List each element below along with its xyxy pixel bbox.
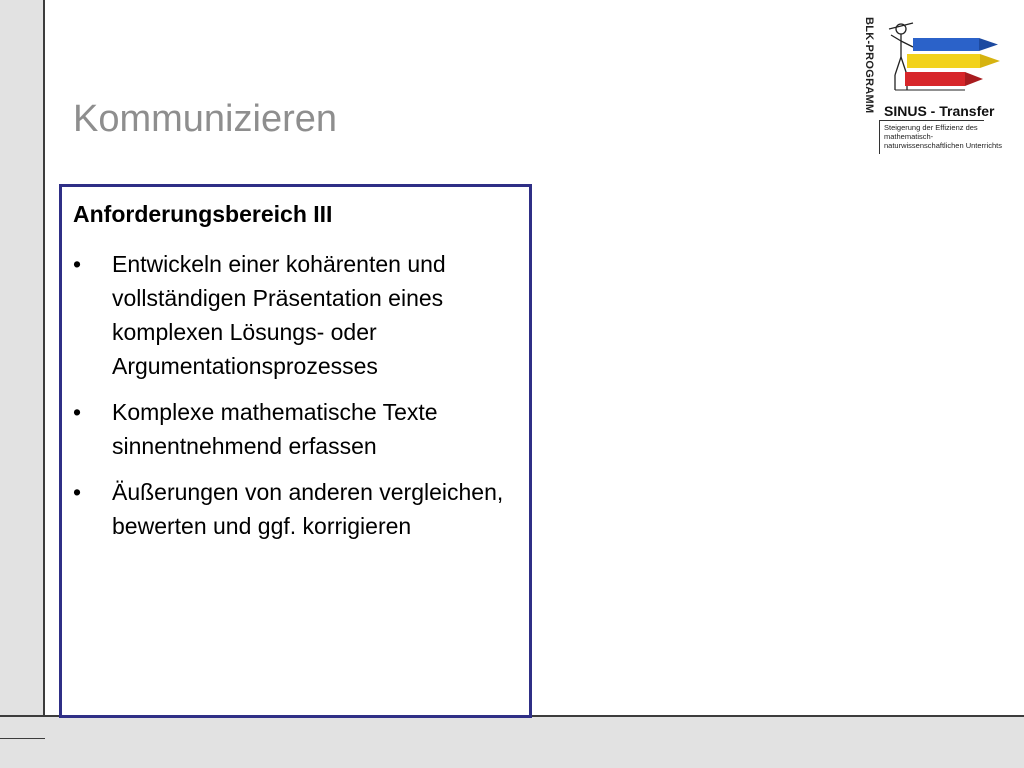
bullet-marker: • [73, 479, 82, 505]
list-item [73, 475, 523, 543]
list-item-text: Äußerungen von anderen vergleichen, bewerten und ggf. korrigieren [112, 479, 504, 539]
left-divider-line [43, 0, 45, 768]
logo-name: SINUS - Transfer [884, 103, 995, 119]
pencils-figure-icon [855, 15, 1005, 105]
list-item-text: Entwickeln einer kohärenten und vollständigen Präsentation eines komplexen Lösungs- oder Argumentationsprozesses [112, 251, 446, 379]
yellow-pencil-icon [907, 54, 1000, 68]
bottom-footer-band [0, 717, 1024, 768]
box-heading: Anforderungsbereich III [73, 201, 333, 227]
bullet-marker: • [73, 399, 82, 425]
sinus-transfer-logo [855, 15, 1005, 155]
slide-title: Kommunizieren [73, 98, 337, 140]
blue-pencil-icon [913, 38, 998, 51]
corner-divider-line [0, 738, 45, 739]
logo-subtitle: Steigerung der Effizienz des mathematisch-naturwissenschaftlichen Unterrichts [884, 123, 1002, 150]
content-box [59, 184, 532, 718]
red-pencil-icon [905, 72, 983, 86]
bullet-marker: • [73, 251, 82, 277]
list-item-text: Komplexe mathematische Texte sinnentnehmend erfassen [112, 399, 438, 459]
logo-vertical-rule [879, 120, 880, 154]
bullet-list [73, 247, 523, 555]
logo-vertical-text: BLK-PROGRAMM [863, 17, 875, 114]
logo-horizontal-rule [879, 120, 984, 121]
list-item [73, 247, 523, 383]
left-sidebar-band [0, 0, 43, 768]
list-item [73, 395, 523, 463]
